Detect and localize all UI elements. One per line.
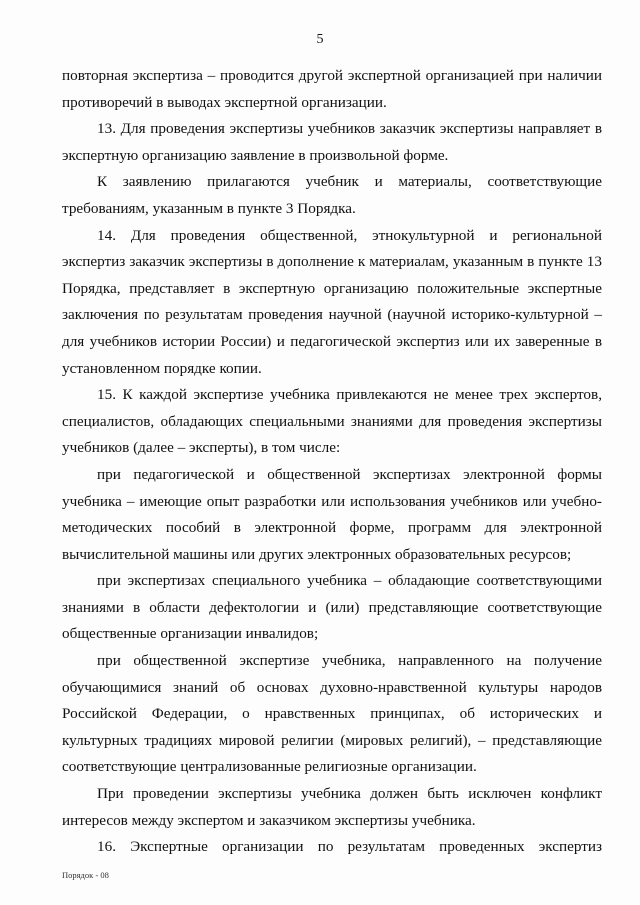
- paragraph: при экспертизах специального учебника – обладающие соответствующими знаниями в области дефектологии и (или) представляющие соответствующие общественные организации инвалидов;: [62, 572, 602, 643]
- paragraph: при педагогической и общественной экспертизах электронной формы учебника – имеющие опыт разработки или использования учебников или учебно-методических пособий в электронной форме, программ для электронной вычислительной машины или других электронных образовательных ресурсов;: [62, 465, 602, 563]
- paragraph: при общественной экспертизе учебника, направленного на получение обучающимися знаний об основах духовно-нравственной культуры народов Российской Федерации, о нравственных принципах, об исторических и культурных традициях мировой религии (мировых религий), – представляющие соответствующие централизованные религиозные организации.: [62, 652, 602, 776]
- paragraph: К заявлению прилагаются учебник и материалы, соответствующие требованиям, указанным в пункте 3 Порядка.: [62, 173, 602, 217]
- footer-code: Порядок - 08: [62, 870, 109, 880]
- paragraph: 16. Экспертные организации по результатам проведенных экспертиз: [97, 838, 602, 856]
- paragraph: 14. Для проведения общественной, этнокультурной и региональной экспертиз заказчик экспертизы в дополнение к материалам, указанным в пункте 13 Порядка, представляет в экспертную организацию положительные экспертные заключения по результатам проведения научной (научной историко-культурной – для учебников истории России) и педагогической экспертиз или их заверенные в установленном порядке копии.: [62, 226, 602, 377]
- page-number: 5: [316, 32, 324, 47]
- document-body: [62, 63, 602, 861]
- paragraph: При проведении экспертизы учебника должен быть исключен конфликт интересов между экспертом и заказчиком экспертизы учебника.: [62, 785, 602, 829]
- paragraph: 13. Для проведения экспертизы учебников заказчик экспертизы направляет в экспертную организацию заявление в произвольной форме.: [62, 120, 602, 164]
- paragraph: 15. К каждой экспертизе учебника привлекаются не менее трех экспертов, специалистов, обладающих специальными знаниями для проведения экспертизы учебников (далее – эксперты), в том числе:: [62, 386, 602, 457]
- paragraph: повторная экспертиза – проводится другой экспертной организацией при наличии противоречий в выводах экспертной организации.: [62, 67, 602, 111]
